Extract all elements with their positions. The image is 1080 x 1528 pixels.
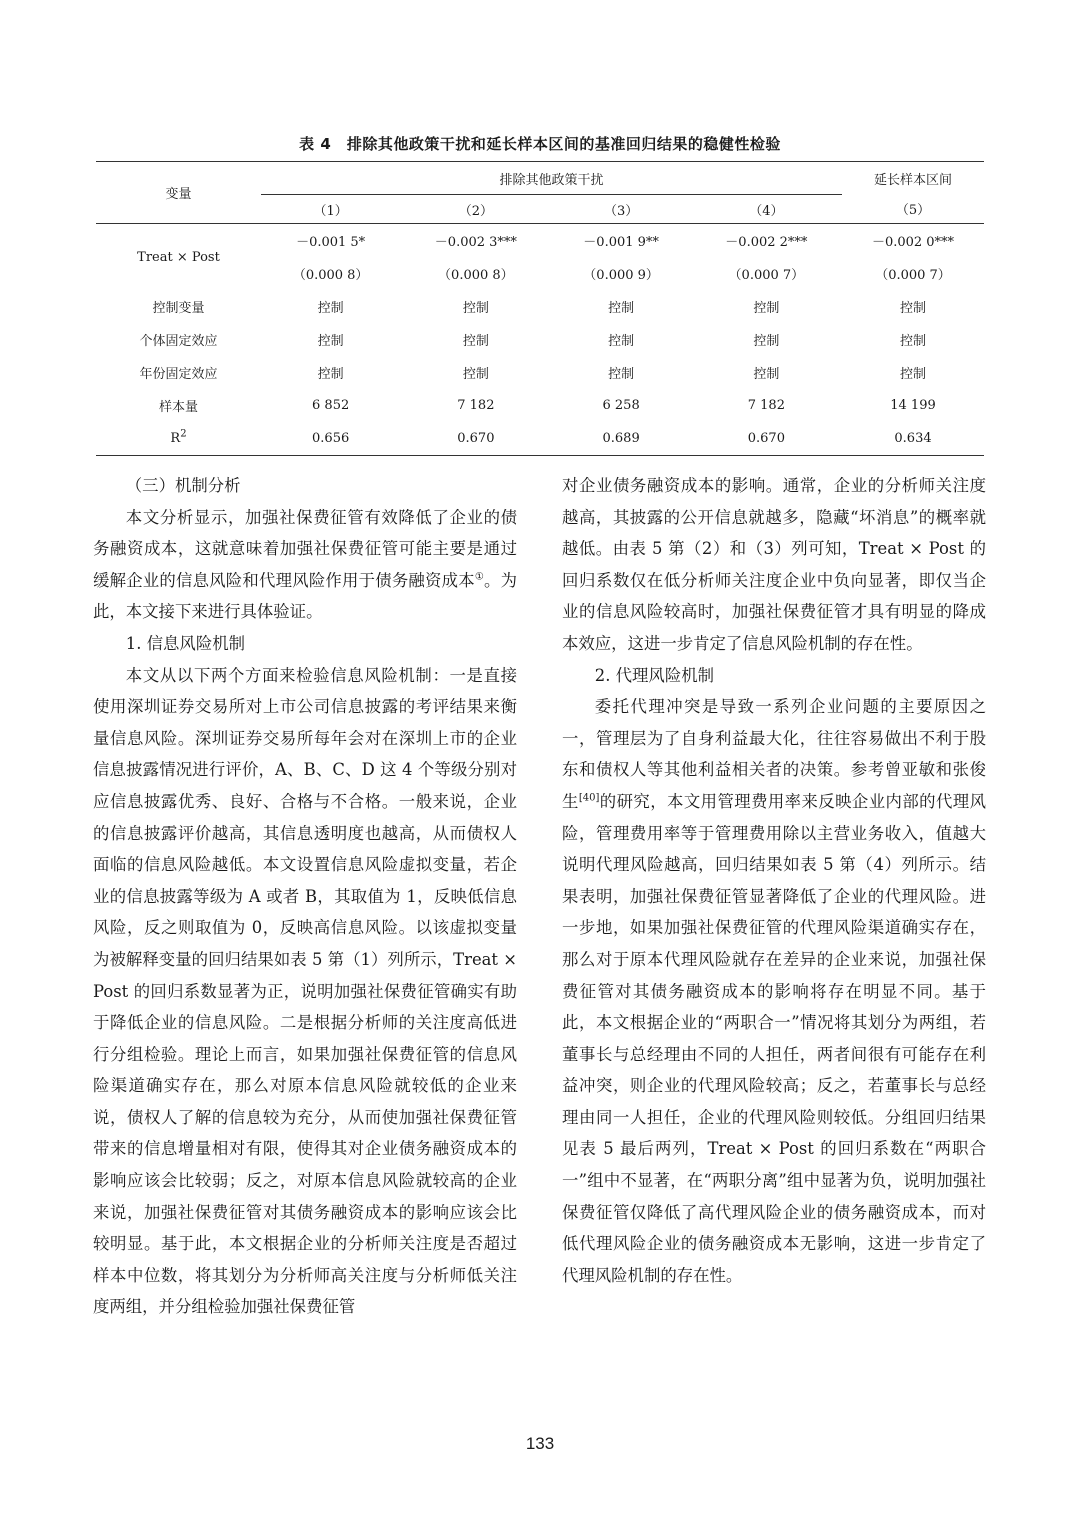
table-cell: 6 258 <box>602 398 640 413</box>
row-label: 年份固定效应 <box>139 367 218 382</box>
group-header-extended: 延长样本区间 <box>842 162 984 195</box>
right-text-column <box>562 470 986 1291</box>
citation-marker: [40] <box>578 792 600 804</box>
paragraph-text: 本文分析显示，加强社保费征管有效降低了企业的债务融资成本，这就意味着加强社保费征管可能主要是通过缓解企业的信息风险和代理风险作用于债务融资成本 <box>93 507 517 590</box>
table-cell: 控制 <box>753 367 780 382</box>
table-row <box>96 389 984 422</box>
variable-header: 变量 <box>96 162 261 224</box>
sub-heading: 1. 信息风险机制 <box>125 633 245 653</box>
table-cell: 控制 <box>753 334 780 349</box>
footnote-marker: ① <box>474 571 485 583</box>
paragraph-text: 的研究，本文用管理费用率来反映企业内部的代理风险，管理费用率等于管理费用除以主营业务收入，值越大说明代理风险越高，回归结果如表 5 第（4）列所示。结果表明，加强社保费征管显著降低了企业的代理风险。进一步地，如果加强社保费征管的代理风险渠道确实存在，那么对于原本代理风险就存在差异的企业来说，加强社保费征管对其债务融资成本的影响将存在明显不同。基于此，本文根据企业的“两职合一”情况将其划分为两组，若董事长与总经理由不同的人担任，两者间很有可能存在利益冲突，则企业的代理风险较高；反之，若董事长与总经理由同一人担任，企业的代理风险则较低。分组回归结果见表 5 最后两列，Treat × Post 的回归系数在“两职合一”组中不显著，在“两职分离”组中显著为负，说明加强社保费征管仅降低了高代理风险企业的债务融资成本，而对低代理风险企业的债务融资成本无影响，这进一步肯定了代理风险机制的存在性。 <box>562 791 986 1285</box>
table-caption: 表 4 排除其他政策干扰和延长样本区间的基准回归结果的稳健性检验 <box>299 135 781 153</box>
table-cell: 6 852 <box>312 398 350 413</box>
table-cell: 控制 <box>608 301 635 316</box>
row-label: 个体固定效应 <box>139 334 218 349</box>
table-cell: －0.002 0*** <box>842 224 984 258</box>
group-header-policy: 排除其他政策干扰 <box>261 162 842 195</box>
column-label: （2） <box>458 203 493 219</box>
left-text-column <box>93 470 517 1323</box>
column-label: （4） <box>749 203 784 219</box>
table-cell: 控制 <box>317 334 344 349</box>
table-cell: 0.670 <box>691 422 842 456</box>
table-cell: －0.001 5* <box>261 224 400 258</box>
table-cell: 控制 <box>899 301 926 316</box>
table-cell: 0.689 <box>551 422 690 456</box>
paragraph-text: 委托代理冲突是导致一系列企业问题的主要原因之一，管理层为了自身利益最大化，往往容易做出不利于股东和债权人等其他利益相关者的决策。参考曾亚敏和张俊生 <box>562 697 986 811</box>
table-cell: 控制 <box>462 301 489 316</box>
table-cell: 控制 <box>462 367 489 382</box>
sub-heading: 2. 代理风险机制 <box>594 665 714 685</box>
table-cell: －0.001 9** <box>551 224 690 258</box>
regression-table <box>96 161 984 456</box>
table-cell: －0.002 2*** <box>691 224 842 258</box>
row-label-r-squared <box>96 422 261 456</box>
column-label: （1） <box>313 203 348 219</box>
table-cell: （0.000 8） <box>438 268 514 283</box>
paragraph: 本文从以下两个方面来检验信息风险机制：一是直接使用深圳证券交易所对上市公司信息披露的考评结果来衡量信息风险。深圳证券交易所每年会对在深圳上市的企业信息披露情况进行评价，A、B、C、D 这 4 个等级分别对应信息披露优秀、良好、合格与不合格。一般来说，企业的信息披露评价越高，其信息透明度也越高，从而债权人面临的信息风险越低。本文设置信息风险虚拟变量，若企业的信息披露等级为 A 或者 B，其取值为 1，反映低信息风险，反之则取值为 0，反映高信息风险。以该虚拟变量为被解释变量的回归结果如表 5 第（1）列所示，Treat × Post 的回归系数显著为正，说明加强社保费征管确实有助于降低企业的信息风险。二是根据分析师的关注度高低进行分组检验。理论上而言，如果加强社保费征管的信息风险渠道确实存在，那么对原本信息风险就较低的企业来说，债权人了解的信息较为充分，从而使加强社保费征管带来的信息增量相对有限，使得其对企业债务融资成本的影响应该会比较弱；反之，对原本信息风险就较高的企业来说，加强社保费征管对其债务融资成本的影响应该会比较明显。基于此，本文根据企业的分析师关注度是否超过样本中位数，将其划分为分析师高关注度与分析师低关注度两组，并分组检验加强社保费征管 <box>93 665 517 1317</box>
table-cell: 控制 <box>608 334 635 349</box>
table-cell: （0.000 7） <box>875 268 951 283</box>
table-cell: 控制 <box>753 301 780 316</box>
table-cell: 7 182 <box>457 398 495 413</box>
table-row <box>96 290 984 323</box>
table-cell: （0.000 9） <box>583 268 659 283</box>
row-label: Treat × Post <box>96 224 261 291</box>
table-cell: 0.670 <box>400 422 551 456</box>
section-heading: （三）机制分析 <box>125 476 241 495</box>
table-cell: 控制 <box>899 367 926 382</box>
table-cell: 0.656 <box>261 422 400 456</box>
table-cell: 控制 <box>462 334 489 349</box>
table-cell: 控制 <box>317 367 344 382</box>
row-label: 样本量 <box>158 400 198 415</box>
table-cell: 控制 <box>608 367 635 382</box>
table-cell: 控制 <box>317 301 344 316</box>
r-symbol: R <box>170 431 181 446</box>
column-label: （3） <box>603 203 639 219</box>
paragraph <box>93 502 517 628</box>
regression-table-container <box>96 161 984 456</box>
table-cell: －0.002 3*** <box>400 224 551 258</box>
r-superscript: 2 <box>180 428 187 440</box>
table-row <box>96 356 984 389</box>
table-cell: 14 199 <box>890 398 936 413</box>
table-cell: 控制 <box>899 334 926 349</box>
table-cell: （0.000 8） <box>292 268 369 283</box>
table-row <box>96 422 984 456</box>
table-row <box>96 323 984 356</box>
column-label: （5） <box>895 203 931 219</box>
paragraph: 对企业债务融资成本的影响。通常，企业的分析师关注度越高，其披露的公开信息就越多，隐藏“坏消息”的概率就越低。由表 5 第（2）和（3）列可知，Treat × Post 的回归系数仅在低分析师关注度企业中负向显著，即仅当企业的信息风险较高时，加强社保费征管才具有明显的降成本效应，这进一步肯定了信息风险机制的存在性。 <box>562 476 986 653</box>
row-label: 控制变量 <box>152 301 205 316</box>
table-cell: 0.634 <box>842 422 984 456</box>
table-row <box>96 224 984 258</box>
table-cell: （0.000 7） <box>728 268 805 283</box>
page-number: 133 <box>525 1434 555 1453</box>
table-cell: 7 182 <box>747 398 785 413</box>
paragraph-text: 。为此，本文接下来进行具体验证。 <box>93 570 518 622</box>
paragraph <box>562 691 986 1291</box>
